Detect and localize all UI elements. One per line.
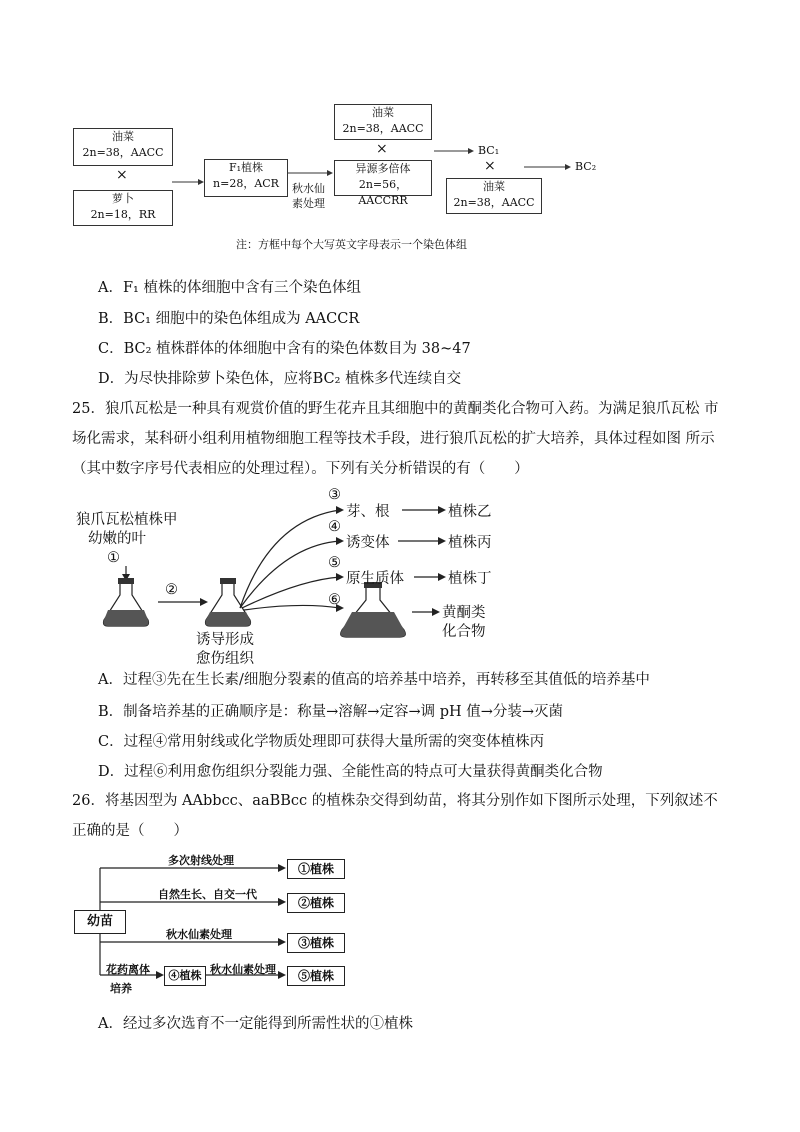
label-self-cross: 自然生长、自交一代 (158, 888, 257, 901)
plant-c-label: 植株丙 (448, 535, 492, 551)
q25-option-d: D．过程⑥利用愈伤组织分裂能力强、全能性高的特点可大量获得黄酮类化合物 (98, 764, 603, 780)
q26-stem: 26．将基因型为 AAbbcc、aaBBcc 的植株杂交得到幼苗，将其分别作如下图所示处理，下列叙述不正确的是（ ） (72, 793, 718, 839)
label-radiation: 多次射线处理 (168, 854, 234, 867)
plant-3-box: ③植株 (287, 933, 345, 953)
colchicine-label-2: 素处理 (292, 197, 325, 210)
protoplast-label: 原生质体 (346, 571, 404, 587)
cross-symbol-3: × (484, 158, 496, 174)
q25-stem: 25．狼爪瓦松是一种具有观赏价值的野生花卉且其细胞中的黄酮类化合物可入药。为满足狼爪瓦松 市场化需求，某科研小组利用植物细胞工程等技术手段，进行狼爪瓦松的扩大培养，具体过程如图 所示（其中数字序号代表相应的处理过程）。下列有关分析错误的有（ ） (72, 401, 719, 477)
flavonoid-label-1: 黄酮类 (442, 605, 486, 621)
plant-a-label: 狼爪瓦松植株甲 (76, 512, 178, 528)
q24-option-d: D．为尽快排除萝卜染色体，应将BC₂ 植株多代连续自交 (98, 371, 462, 387)
plant-d-label: 植株丁 (448, 571, 492, 587)
parent-radish-info: 2n=18，RR (90, 208, 156, 221)
young-leaf-label: 幼嫩的叶 (88, 531, 146, 547)
plant-4-box: ④植株 (164, 966, 206, 986)
label-anther-1: 花药离体 (106, 963, 150, 976)
plant-1-box: ①植株 (287, 859, 345, 879)
parent-radish-name: 萝卜 (112, 192, 134, 205)
cross-symbol: × (116, 167, 128, 183)
step4-label: ④ (328, 519, 341, 535)
parent-rape-info: 2n=38，AACC (82, 146, 164, 159)
f1-name: F₁植株 (228, 161, 264, 174)
mutant-label: 诱变体 (346, 535, 390, 551)
colchicine-label-1: 秋水仙 (292, 182, 325, 195)
label-anther-2: 培养 (110, 982, 132, 995)
plant-5-box: ⑤植株 (287, 966, 345, 986)
polyploid-info: 2n=56，AACCRR (358, 178, 408, 207)
seedling-box: 幼苗 (74, 910, 126, 934)
bc2-label: BC₂ (575, 160, 597, 173)
f1-info: n=28，ACR (213, 177, 279, 190)
flavonoid-label-2: 化合物 (442, 624, 486, 640)
parent-rape-name: 油菜 (112, 130, 134, 143)
q24-option-a: A．F₁ 植株的体细胞中含有三个染色体组 (98, 280, 361, 296)
q25-option-a: A．过程③先在生长素/细胞分裂素的值高的培养基中培养，再转移至其值低的培养基中 (98, 672, 650, 688)
step5-label: ⑤ (328, 555, 341, 571)
cross-symbol-2: × (376, 141, 388, 157)
diagram-note: 注：方框中每个大写英文字母表示一个染色体组 (236, 238, 467, 251)
label-colchicine-2: 秋水仙素处理 (210, 963, 276, 976)
step2-label: ② (165, 582, 178, 598)
polyploid-name: 异源多倍体 (355, 162, 411, 175)
step1-label: ① (107, 550, 120, 566)
step6-label: ⑥ (328, 592, 341, 608)
label-colchicine-1: 秋水仙素处理 (166, 928, 232, 941)
bud-root-label: 芽、根 (346, 504, 390, 520)
q25-option-c: C．过程④常用射线或化学物质处理即可获得大量所需的突变体植株丙 (98, 734, 545, 750)
callus-label-2: 愈伤组织 (196, 651, 254, 667)
top-rape-name: 油菜 (372, 106, 394, 119)
top-rape-info: 2n=38，AACC (342, 122, 424, 135)
q24-option-b: B．BC₁ 细胞中的染色体组成为 AACCR (98, 311, 360, 327)
bc1-label: BC₁ (478, 144, 500, 157)
plant-b-label: 植株乙 (448, 504, 492, 520)
bottom-rape-name: 油菜 (483, 180, 505, 193)
q26-option-a: A．经过多次选育不一定能得到所需性状的①植株 (98, 1016, 413, 1032)
step3-label: ③ (328, 487, 341, 503)
callus-label-1: 诱导形成 (196, 632, 254, 648)
bottom-rape-info: 2n=38，AACC (453, 196, 535, 209)
q25-option-b: B．制备培养基的正确顺序是：称量→溶解→定容→调 pH 值→分装→灭菌 (98, 704, 564, 720)
plant-2-box: ②植株 (287, 893, 345, 913)
q24-option-c: C．BC₂ 植株群体的体细胞中含有的染色体数目为 38~47 (98, 341, 471, 357)
